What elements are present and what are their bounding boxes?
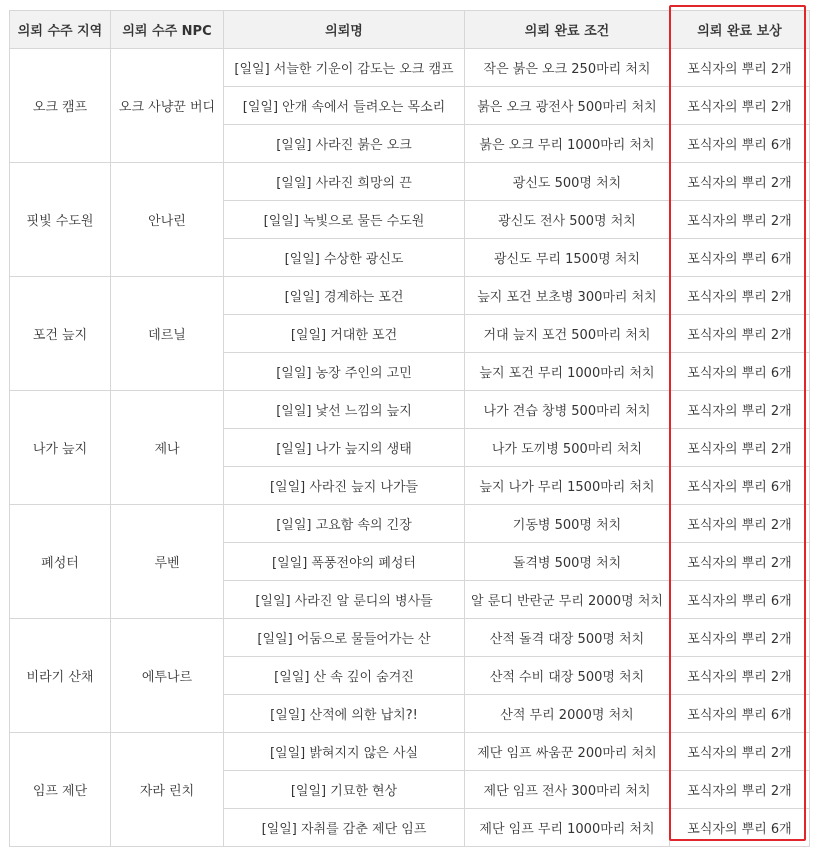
condition-cell: 늪지 나가 무리 1500마리 처치 — [465, 467, 670, 505]
header-npc: 의뢰 수주 NPC — [111, 11, 224, 49]
quest-name-cell: [일일] 기묘한 현상 — [224, 771, 465, 809]
region-cell: 비라기 산채 — [10, 619, 111, 733]
quest-name-cell: [일일] 농장 주인의 고민 — [224, 353, 465, 391]
condition-cell: 나가 견습 창병 500마리 처치 — [465, 391, 670, 429]
region-cell: 임프 제단 — [10, 733, 111, 847]
quest-name-cell: [일일] 수상한 광신도 — [224, 239, 465, 277]
npc-cell: 제나 — [111, 391, 224, 505]
condition-cell: 산적 돌격 대장 500명 처치 — [465, 619, 670, 657]
condition-cell: 거대 늪지 포건 500마리 처치 — [465, 315, 670, 353]
condition-cell: 광신도 500명 처치 — [465, 163, 670, 201]
table-row — [10, 733, 810, 771]
reward-cell: 포식자의 뿌리 6개 — [670, 125, 810, 163]
quest-table-container — [9, 10, 810, 847]
quest-name-cell: [일일] 사라진 알 룬디의 병사들 — [224, 581, 465, 619]
condition-cell: 제단 임프 싸움꾼 200마리 처치 — [465, 733, 670, 771]
condition-cell: 기동병 500명 처치 — [465, 505, 670, 543]
region-cell: 포건 늪지 — [10, 277, 111, 391]
npc-cell: 오크 사냥꾼 버디 — [111, 49, 224, 163]
quest-name-cell: [일일] 산 속 깊이 숨겨진 — [224, 657, 465, 695]
header-condition: 의뢰 완료 조건 — [465, 11, 670, 49]
table-row — [10, 619, 810, 657]
reward-cell: 포식자의 뿌리 2개 — [670, 429, 810, 467]
table-row — [10, 505, 810, 543]
table-row — [10, 49, 810, 87]
quest-name-cell: [일일] 산적에 의한 납치?! — [224, 695, 465, 733]
quest-name-cell: [일일] 밝혀지지 않은 사실 — [224, 733, 465, 771]
quest-name-cell: [일일] 서늘한 기운이 감도는 오크 캠프 — [224, 49, 465, 87]
quest-name-cell: [일일] 거대한 포건 — [224, 315, 465, 353]
reward-cell: 포식자의 뿌리 2개 — [670, 619, 810, 657]
table-body — [10, 49, 810, 847]
condition-cell: 알 룬디 반란군 무리 2000명 처치 — [465, 581, 670, 619]
reward-cell: 포식자의 뿌리 2개 — [670, 543, 810, 581]
condition-cell: 제단 임프 전사 300마리 처치 — [465, 771, 670, 809]
reward-cell: 포식자의 뿌리 2개 — [670, 201, 810, 239]
region-cell: 폐성터 — [10, 505, 111, 619]
header-quest-name: 의뢰명 — [224, 11, 465, 49]
daily-quest-table — [9, 10, 810, 847]
reward-cell: 포식자의 뿌리 6개 — [670, 353, 810, 391]
condition-cell: 붉은 오크 광전사 500마리 처치 — [465, 87, 670, 125]
condition-cell: 광신도 무리 1500명 처치 — [465, 239, 670, 277]
quest-name-cell: [일일] 낯선 느낌의 늪지 — [224, 391, 465, 429]
reward-cell: 포식자의 뿌리 2개 — [670, 163, 810, 201]
condition-cell: 광신도 전사 500명 처치 — [465, 201, 670, 239]
npc-cell: 에투나르 — [111, 619, 224, 733]
npc-cell: 안나린 — [111, 163, 224, 277]
quest-name-cell: [일일] 폭풍전야의 폐성터 — [224, 543, 465, 581]
quest-name-cell: [일일] 사라진 붉은 오크 — [224, 125, 465, 163]
reward-cell: 포식자의 뿌리 2개 — [670, 733, 810, 771]
quest-name-cell: [일일] 나가 늪지의 생태 — [224, 429, 465, 467]
table-row — [10, 277, 810, 315]
npc-cell: 루벤 — [111, 505, 224, 619]
table-row — [10, 391, 810, 429]
reward-cell: 포식자의 뿌리 2개 — [670, 505, 810, 543]
npc-cell: 자라 린치 — [111, 733, 224, 847]
quest-name-cell: [일일] 사라진 희망의 끈 — [224, 163, 465, 201]
condition-cell: 작은 붉은 오크 250마리 처치 — [465, 49, 670, 87]
condition-cell: 돌격병 500명 처치 — [465, 543, 670, 581]
reward-cell: 포식자의 뿌리 2개 — [670, 657, 810, 695]
region-cell: 오크 캠프 — [10, 49, 111, 163]
table-row — [10, 163, 810, 201]
reward-cell: 포식자의 뿌리 6개 — [670, 467, 810, 505]
header-reward: 의뢰 완료 보상 — [670, 11, 810, 49]
header-region: 의뢰 수주 지역 — [10, 11, 111, 49]
npc-cell: 데르닐 — [111, 277, 224, 391]
quest-name-cell: [일일] 고요함 속의 긴장 — [224, 505, 465, 543]
reward-cell: 포식자의 뿌리 6개 — [670, 695, 810, 733]
quest-name-cell: [일일] 녹빛으로 물든 수도원 — [224, 201, 465, 239]
reward-cell: 포식자의 뿌리 2개 — [670, 771, 810, 809]
reward-cell: 포식자의 뿌리 6개 — [670, 809, 810, 847]
condition-cell: 늪지 포건 무리 1000마리 처치 — [465, 353, 670, 391]
region-cell: 핏빛 수도원 — [10, 163, 111, 277]
region-cell: 나가 늪지 — [10, 391, 111, 505]
reward-cell: 포식자의 뿌리 2개 — [670, 391, 810, 429]
reward-cell: 포식자의 뿌리 6개 — [670, 239, 810, 277]
quest-name-cell: [일일] 사라진 늪지 나가들 — [224, 467, 465, 505]
quest-name-cell: [일일] 어둠으로 물들어가는 산 — [224, 619, 465, 657]
condition-cell: 제단 임프 무리 1000마리 처치 — [465, 809, 670, 847]
condition-cell: 붉은 오크 무리 1000마리 처치 — [465, 125, 670, 163]
quest-name-cell: [일일] 안개 속에서 들려오는 목소리 — [224, 87, 465, 125]
reward-cell: 포식자의 뿌리 6개 — [670, 581, 810, 619]
reward-cell: 포식자의 뿌리 2개 — [670, 315, 810, 353]
condition-cell: 늪지 포건 보초병 300마리 처치 — [465, 277, 670, 315]
condition-cell: 산적 수비 대장 500명 처치 — [465, 657, 670, 695]
reward-cell: 포식자의 뿌리 2개 — [670, 277, 810, 315]
quest-name-cell: [일일] 자취를 감춘 제단 임프 — [224, 809, 465, 847]
condition-cell: 산적 무리 2000명 처치 — [465, 695, 670, 733]
reward-cell: 포식자의 뿌리 2개 — [670, 49, 810, 87]
condition-cell: 나가 도끼병 500마리 처치 — [465, 429, 670, 467]
reward-cell: 포식자의 뿌리 2개 — [670, 87, 810, 125]
quest-name-cell: [일일] 경계하는 포건 — [224, 277, 465, 315]
table-header-row — [10, 11, 810, 49]
